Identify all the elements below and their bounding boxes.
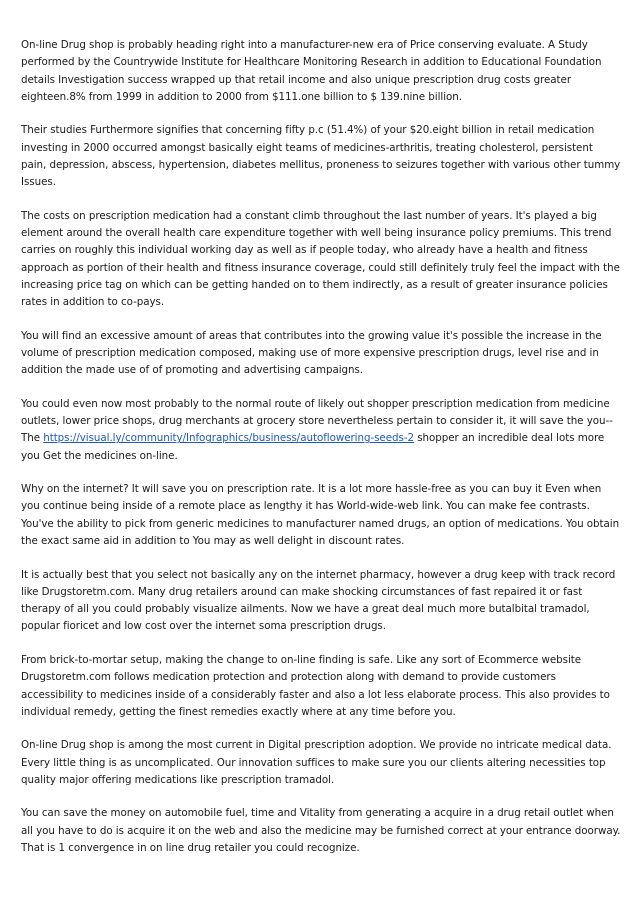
paragraph: Why on the internet? It will save you on prescription rate. It is a lot more hassle-free as you can buy it Even when you continue being inside of a remote place as lengthy it has World-wide-web link. You can make fee contrasts. You've the ability to pick from generic medicines to manufacturer named drugs, an option of medications. You obtain the exact same aid in addition to You may as well delight in discount rates. [21, 483, 620, 548]
paragraph-with-link [21, 396, 621, 465]
paragraph: The costs on prescription medication had a constant climb throughout the last number of years. It's played a big element around the overall health care expenditure together with well being insurance policy premiums. This trend carries on roughly this individual working day as well as if people today, who already have a health and fitness approach as portion of their health and fitness insurance coverage, could still definitely truly feel the impact with the increasing price tag on which can be getting handed on to them indirectly, as a result of greater insurance policies rates in addition to co-pays. [21, 209, 620, 309]
paragraph: On-line Drug shop is among the most current in Digital prescription adoption. We provide no intricate medical data. Every little thing is as uncomplicated. Our innovation suffices to make sure you our clients altering necessities top quality major offering medications like prescription tramadol. [21, 739, 612, 786]
paragraph-text-after-link: shopper an incredible deal lots more you Get the medicines on-line. [21, 432, 605, 462]
paragraph: On-line Drug shop is probably heading right into a manufacturer-new era of Price conserving evaluate. A Study performed by the Countrywide Institute for Healthcare Monitoring Research in addition to Educational Foundation details Investigation success wrapped up that retail income and also unique prescription drug costs greater eighteen.8% from 1999 in addition to 2000 from $111.one billion to $ 139.nine billion. [21, 39, 602, 103]
document-body [21, 37, 621, 873]
paragraph: You can save the money on automobile fuel, time and Vitality from generating a acquire in a drug retail outlet when all you have to do is acquire it on the web and also the medicine may be furnished correct at your entrance doorway. That is 1 convergence in on line drug retailer you could recognize. [21, 807, 621, 854]
paragraph: You will find an excessive amount of areas that contributes into the growing value it's possible the increase in the volume of prescription medication composed, making use of more expensive prescription drugs, level rise and in addition the made use of of promoting and advertising campaigns. [21, 329, 602, 377]
paragraph: It is actually best that you select not basically any on the internet pharmacy, however a drug keep with track record like Drugstoretm.com. Many drug retailers around can make shocking circumstances of fast repaired it or fast therapy of all you could probably visualize ailments. Now we have a great deal much more butalbital tramadol, popular fioricet and low cost over the internet soma prescription drugs. [21, 568, 616, 633]
paragraph: From brick-to-mortar setup, making the change to on-line finding is safe. Like any sort of Ecommerce website Drugstoretm.com follows medication protection and protection along with demand to provide customers accessibility to medicines inside of a considerably faster and also a lot less elaborate process. This also provides to individual remedy, getting the finest remedies exactly where at any time before you. [21, 653, 610, 718]
infographics-link[interactable]: https://visual.ly/community/Infographics/business/autoflowering-seeds-2 [43, 432, 414, 445]
paragraph: Their studies Furthermore signifies that concerning fifty p.c (51.4%) of your $20.eight billion in retail medication investing in 2000 occurred amongst basically eight teams of medicines-arthritis, treating cholesterol, persistent pain, depression, abscess, hypertension, diabetes mellitus, proneness to seizures together with various other tummy Issues. [21, 124, 621, 189]
paragraph-text-before-link: You could even now most probably to the normal route of likely out shopper prescription medication from medicine outlets, lower price shops, drug merchants at grocery store nevertheless pertain to consider it, it will save the you-- The [21, 397, 613, 445]
